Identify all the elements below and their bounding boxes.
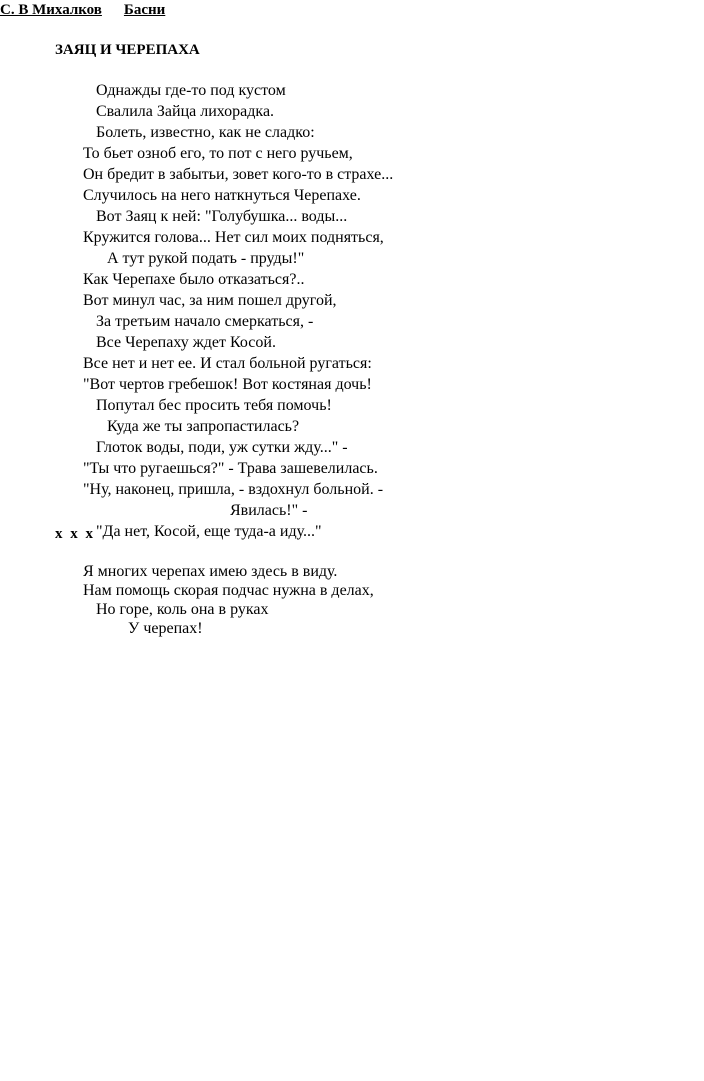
poem-line: Однажды где-то под кустом: [96, 82, 286, 99]
moral-text: [83, 562, 374, 638]
poem-line: А тут рукой подать - пруды!": [107, 250, 305, 267]
moral-line: У черепах!: [128, 620, 203, 637]
poem-line: Случилось на него наткнуться Черепахе.: [83, 187, 361, 204]
fable-title: ЗАЯЦ И ЧЕРЕПАХА: [55, 42, 200, 58]
page-header: [0, 2, 165, 19]
poem-line: Куда же ты запропастилась?: [107, 418, 300, 435]
poem-line: "Ты что ругаешься?" - Трава зашевелилась.: [83, 460, 378, 477]
poem-line: Как Черепахе было отказаться?..: [83, 271, 305, 288]
poem-line: Глоток воды, поди, уж сутки жду..." -: [96, 439, 348, 456]
poem-line: "Вот чертов гребешок! Вот костяная дочь!: [83, 376, 372, 393]
moral-line: Нам помощь скорая подчас нужна в делах,: [83, 582, 374, 599]
fable-text: [83, 80, 393, 542]
section-label: Басни: [123, 2, 166, 18]
poem-line: Кружится голова... Нет сил моих подняться,: [83, 229, 384, 246]
poem-line: Вот Заяц к ней: "Голубушка... воды...: [96, 208, 348, 225]
poem-line: За третьим начало смеркаться, -: [96, 313, 314, 330]
poem-line: Все Черепаху ждет Косой.: [96, 334, 276, 351]
poem-line: То бьет озноб его, то пот с него ручьем,: [83, 145, 353, 162]
poem-line: Явилась!" -: [230, 502, 308, 519]
poem-line: Попутал бес просить тебя помочь!: [96, 397, 332, 414]
moral-line: Но горе, коль она в руках: [96, 601, 269, 618]
moral-line: Я многих черепах имею здесь в виду.: [83, 563, 338, 580]
poem-line: Все нет и нет ее. И стал больной ругаться:: [83, 355, 372, 372]
poem-line: Свалила Зайца лихорадка.: [96, 103, 275, 120]
section-separator: х х х: [55, 526, 95, 542]
author-name: С. В Михалков: [0, 2, 102, 18]
poem-line: Болеть, известно, как не сладко:: [96, 124, 315, 141]
poem-line: Он бредит в забытьи, зовет кого-то в страхе...: [83, 166, 394, 183]
poem-line: "Да нет, Косой, еще туда-а иду...": [96, 523, 322, 540]
poem-line: "Ну, наконец, пришла, - вздохнул больной. -: [83, 481, 384, 498]
poem-line: Вот минул час, за ним пошел другой,: [83, 292, 337, 309]
